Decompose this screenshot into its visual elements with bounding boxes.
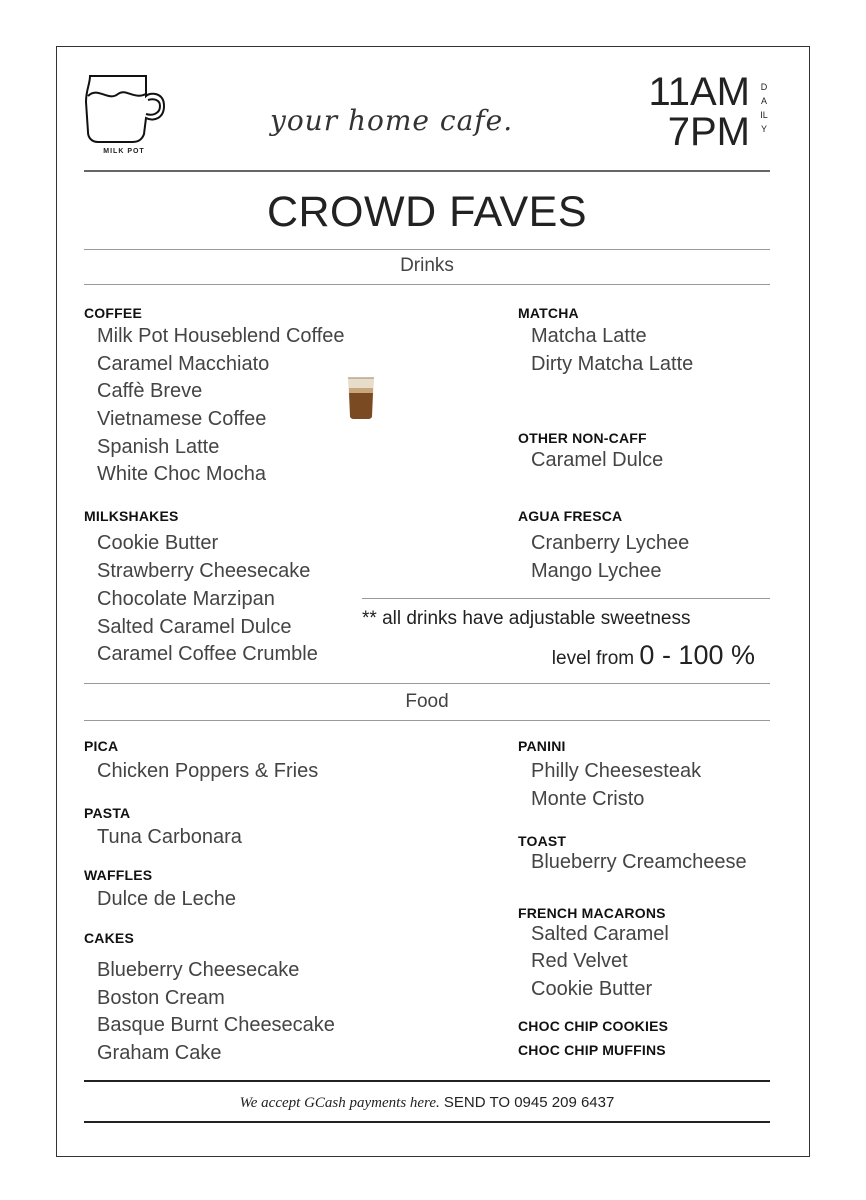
- milk-pot-icon: [84, 72, 168, 148]
- sweetness-range-label: level from: [551, 648, 635, 669]
- menu-item: Philly Cheesesteak: [531, 760, 702, 782]
- category-french-macarons: FRENCH MACARONS: [518, 905, 666, 921]
- drinks-rule-top: [84, 249, 770, 250]
- daily-letters: DAILY: [760, 82, 768, 134]
- category-panini: PANINI: [518, 738, 566, 754]
- food-rule-top: [84, 683, 770, 684]
- payment-footer: [84, 1094, 770, 1112]
- menu-item: Strawberry Cheesecake: [97, 560, 311, 582]
- menu-item: Caramel Macchiato: [97, 353, 270, 375]
- menu-item: Graham Cake: [97, 1042, 222, 1064]
- hours-open: 11AM: [648, 70, 750, 114]
- tagline: your home cafe.: [270, 104, 514, 137]
- opening-hours: [610, 72, 750, 152]
- food-rule-bottom: [84, 720, 770, 721]
- menu-item: Salted Caramel Dulce: [97, 616, 292, 638]
- note-divider: [362, 598, 770, 599]
- category-waffles: WAFFLES: [84, 867, 153, 883]
- iced-coffee-icon: [345, 376, 377, 420]
- menu-item: Cookie Butter: [531, 978, 653, 1000]
- menu-item: Dulce de Leche: [97, 888, 236, 910]
- gcash-number: SEND TO 0945 209 6437: [443, 1094, 615, 1111]
- category-other-non-caff: OTHER NON-CAFF: [518, 430, 647, 446]
- header-divider: [84, 170, 770, 172]
- menu-item: White Choc Mocha: [97, 463, 266, 485]
- category-matcha: MATCHA: [518, 305, 579, 321]
- menu-item: Caramel Dulce: [531, 449, 664, 471]
- menu-item: Vietnamese Coffee: [97, 408, 267, 430]
- category-coffee: COFFEE: [84, 305, 142, 321]
- menu-item: Red Velvet: [531, 950, 628, 972]
- menu-item: Caramel Coffee Crumble: [97, 643, 318, 665]
- footer-rule-bottom: [84, 1121, 770, 1123]
- menu-item: Cookie Butter: [97, 532, 219, 554]
- sweetness-range-value: 0 - 100 %: [639, 640, 755, 670]
- menu-item: Cranberry Lychee: [531, 532, 690, 554]
- sweetness-range: [552, 640, 755, 671]
- category-pasta: PASTA: [84, 805, 131, 821]
- menu-item: Matcha Latte: [531, 325, 647, 347]
- category-pica: PICA: [84, 738, 119, 754]
- menu-item: Mango Lychee: [531, 560, 662, 582]
- menu-item: Basque Burnt Cheesecake: [97, 1014, 335, 1036]
- menu-item: Caffè Breve: [97, 380, 203, 402]
- menu-item: Monte Cristo: [531, 788, 645, 810]
- category-cakes: CAKES: [84, 930, 135, 946]
- milk-pot-logo: [84, 72, 168, 160]
- menu-item: Tuna Carbonara: [97, 826, 242, 848]
- hours-close: 7PM: [667, 110, 750, 154]
- category-choc-chip-cookies: CHOC CHIP COOKIES: [518, 1018, 669, 1034]
- drinks-section-label: Drinks: [400, 255, 454, 276]
- menu-item: Milk Pot Houseblend Coffee: [97, 325, 345, 347]
- category-milkshakes: MILKSHAKES: [84, 508, 179, 524]
- food-section-label: Food: [405, 691, 449, 712]
- menu-item: Chocolate Marzipan: [97, 588, 275, 610]
- category-agua-fresca: AGUA FRESCA: [518, 508, 623, 524]
- category-choc-chip-muffins: CHOC CHIP MUFFINS: [518, 1042, 666, 1058]
- logo-label: MILK POT: [103, 148, 145, 155]
- daily-label: [757, 80, 771, 136]
- menu-item: Chicken Poppers & Fries: [97, 760, 319, 782]
- menu-item: Spanish Latte: [97, 436, 220, 458]
- menu-item: Salted Caramel: [531, 923, 669, 945]
- category-toast: TOAST: [518, 833, 567, 849]
- page-title: CROWD FAVES: [266, 188, 588, 236]
- menu-item: Dirty Matcha Latte: [531, 353, 694, 375]
- menu-item: Boston Cream: [97, 987, 225, 1009]
- menu-item: Blueberry Creamcheese: [531, 851, 747, 873]
- sweetness-note: ** all drinks have adjustable sweetness: [362, 608, 691, 629]
- drinks-rule-bottom: [84, 284, 770, 285]
- footer-rule-top: [84, 1080, 770, 1082]
- payment-note: We accept GCash payments here.: [239, 1095, 440, 1111]
- menu-item: Blueberry Cheesecake: [97, 959, 300, 981]
